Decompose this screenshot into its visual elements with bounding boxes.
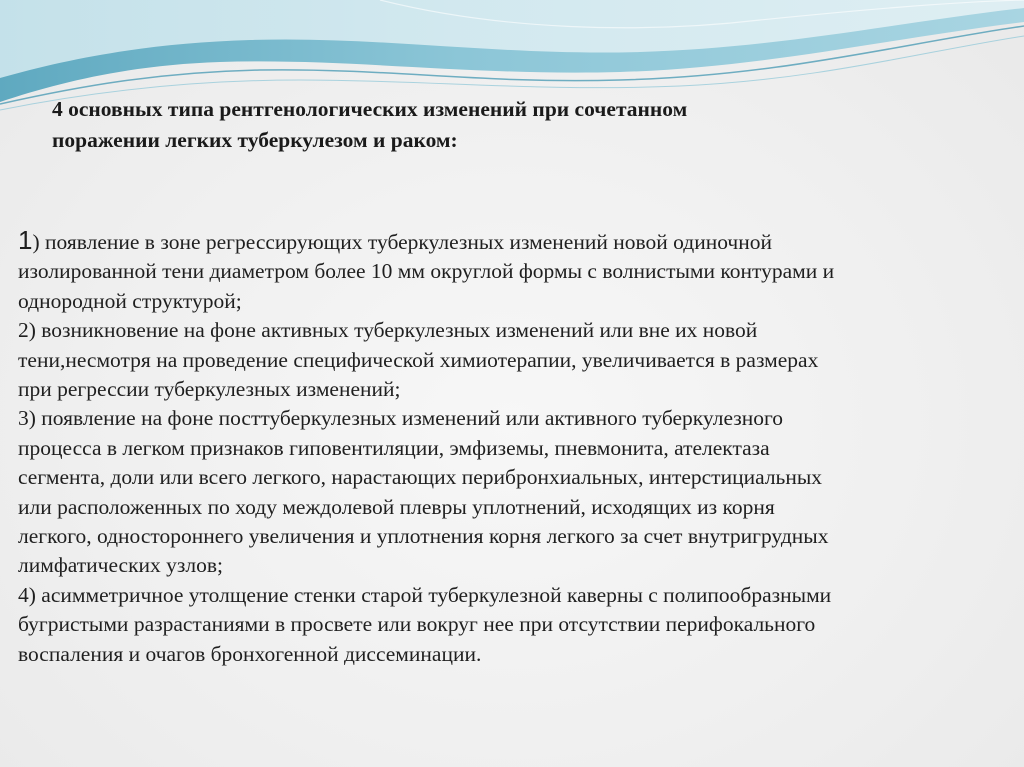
body-text-line: однородной структурой; — [18, 288, 242, 313]
body-text-line: 2) возникновение на фоне активных туберкулезных изменений или вне их новой — [18, 318, 758, 343]
body-text-line: изолированной тени диаметром более 10 мм округлой формы с волнистыми контурами и — [18, 259, 835, 284]
title-line: поражении легких туберкулезом и раком: — [52, 128, 458, 152]
slide-title — [52, 94, 952, 156]
title-line: 4 основных типа рентгенологических изменений при сочетанном — [52, 97, 688, 121]
body-text-line: бугристыми разрастаниями в просвете или вокруг нее при отсутствии перифокального — [18, 612, 816, 637]
body-text-line: сегмента, доли или всего легкого, нарастающих перибронхиальных, интерстициальных — [18, 465, 823, 490]
body-text-line: лимфатических узлов; — [18, 553, 224, 578]
body-text-line: тени,несмотря на проведение специфической химиотерапии, увеличивается в размерах — [18, 347, 819, 372]
list-item-1-line — [18, 226, 1008, 257]
body-text-line: 4) асимметричное утолщение стенки старой туберкулезной каверны с полипообразными — [18, 582, 832, 607]
body-text-line: 3) появление на фоне посттуберкулезных изменений или активного туберкулезного — [18, 406, 784, 431]
body-text-line: легкого, одностороннего увеличения и уплотнения корня легкого за счет внутригрудных — [18, 524, 829, 549]
body-text-line: процесса в легком признаков гиповентиляции, эмфиземы, пневмонита, ателектаза — [18, 435, 770, 460]
slide-body-text — [18, 226, 1008, 669]
list-number-1: 1 — [18, 225, 33, 255]
body-text-line: при регрессии туберкулезных изменений; — [18, 377, 401, 402]
body-text-line: ) появление в зоне регрессирующих туберкулезных изменений новой одиночной — [32, 230, 772, 254]
body-text-line: или расположенных по ходу междолевой плевры уплотнений, исходящих из корня — [18, 494, 775, 519]
body-text-line: воспаления и очагов бронхогенной диссеминации. — [18, 641, 482, 666]
